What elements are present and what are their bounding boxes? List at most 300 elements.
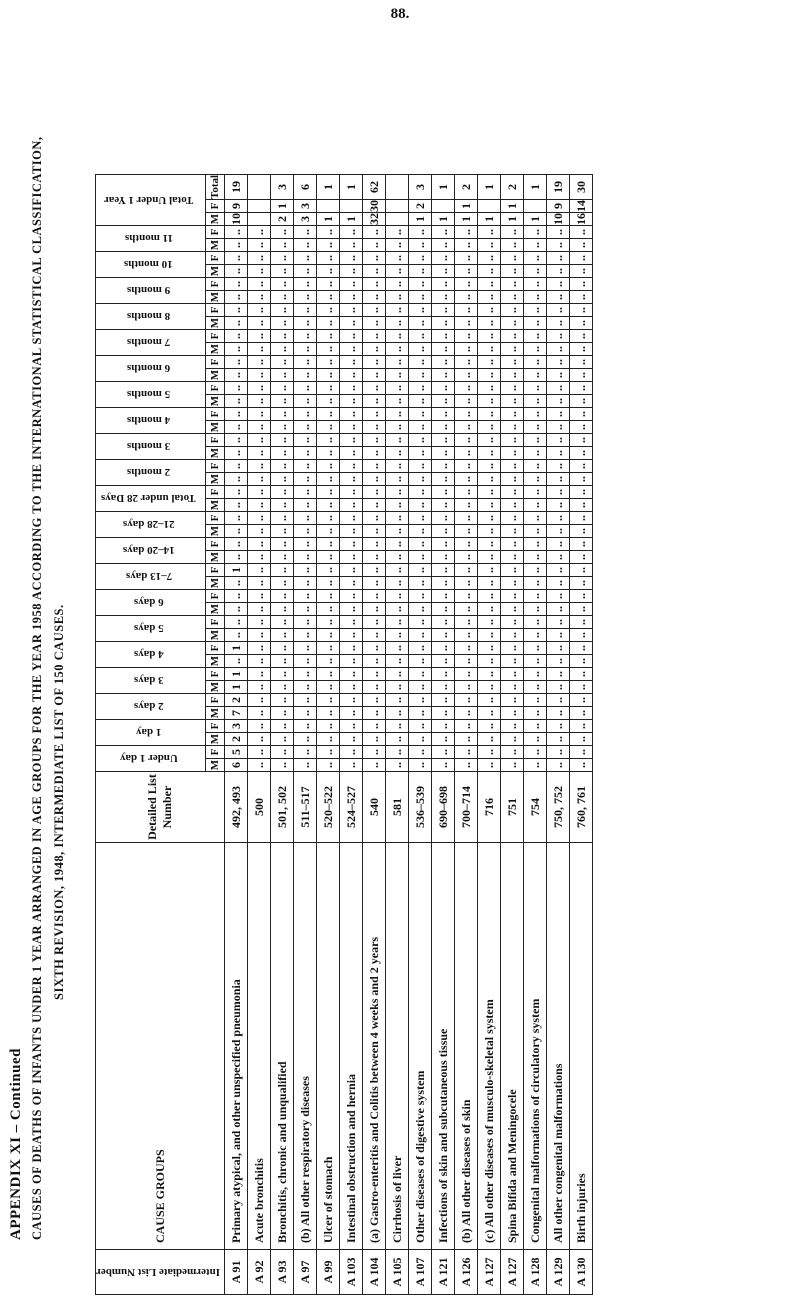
row-total-f: 1 bbox=[455, 200, 478, 213]
row-cause: Primary atypical, and other unspecified pneumonia bbox=[225, 843, 248, 1250]
header-age-7 bbox=[96, 564, 206, 590]
row-cell: .. bbox=[409, 226, 432, 239]
row-cell: .. bbox=[248, 538, 271, 551]
row-cell: .. bbox=[478, 395, 501, 408]
row-total: 1 bbox=[478, 174, 501, 199]
row-cell: .. bbox=[478, 642, 501, 655]
row-cell: .. bbox=[409, 473, 432, 486]
row-cell: .. bbox=[317, 304, 340, 317]
row-cell: .. bbox=[570, 564, 593, 577]
row-intermediate-number: A 91 bbox=[225, 1250, 248, 1295]
row-cell: .. bbox=[478, 746, 501, 759]
row-cell: .. bbox=[363, 707, 386, 720]
row-cell: .. bbox=[363, 421, 386, 434]
subheader-f: F bbox=[206, 200, 225, 213]
row-cell: .. bbox=[432, 759, 455, 772]
row-cell: .. bbox=[547, 668, 570, 681]
row-cell: .. bbox=[317, 720, 340, 733]
row-total-m: 10 bbox=[547, 213, 570, 226]
row-cell: .. bbox=[386, 499, 409, 512]
row-cell: .. bbox=[570, 759, 593, 772]
row-cell: .. bbox=[501, 681, 524, 694]
row-cell: .. bbox=[409, 330, 432, 343]
row-cell: .. bbox=[363, 681, 386, 694]
row-cell: .. bbox=[409, 278, 432, 291]
row-cell: .. bbox=[478, 408, 501, 421]
header-age-21 bbox=[96, 174, 206, 225]
row-cell: .. bbox=[432, 694, 455, 707]
row-cell: .. bbox=[386, 603, 409, 616]
row-cell: .. bbox=[455, 616, 478, 629]
row-cell: .. bbox=[524, 369, 547, 382]
row-cell: .. bbox=[317, 564, 340, 577]
row-cell: .. bbox=[478, 304, 501, 317]
row-cell: .. bbox=[340, 668, 363, 681]
row-cell: .. bbox=[317, 460, 340, 473]
row-cell: .. bbox=[409, 564, 432, 577]
row-cell: .. bbox=[363, 564, 386, 577]
row-cell: .. bbox=[271, 499, 294, 512]
row-cell: .. bbox=[363, 226, 386, 239]
row-cell: .. bbox=[386, 759, 409, 772]
subheader-f: F bbox=[206, 382, 225, 395]
row-total-m bbox=[248, 213, 271, 226]
row-cell: .. bbox=[340, 317, 363, 330]
row-cell: .. bbox=[432, 291, 455, 304]
row-cell: .. bbox=[363, 551, 386, 564]
row-cell: .. bbox=[317, 330, 340, 343]
row-total-m: 1 bbox=[524, 213, 547, 226]
row-cell: .. bbox=[271, 512, 294, 525]
row-cell: .. bbox=[271, 382, 294, 395]
row-cell: .. bbox=[248, 720, 271, 733]
row-cell: .. bbox=[432, 668, 455, 681]
row-cell: .. bbox=[432, 642, 455, 655]
row-cell: .. bbox=[547, 577, 570, 590]
row-total-m: 1 bbox=[478, 213, 501, 226]
row-total-f bbox=[340, 200, 363, 213]
subheader-m: M bbox=[206, 499, 225, 512]
row-cell: .. bbox=[524, 421, 547, 434]
row-cell: .. bbox=[501, 382, 524, 395]
row-intermediate-number: A 99 bbox=[317, 1250, 340, 1295]
row-cell: .. bbox=[248, 668, 271, 681]
row-cause: Infections of skin and subcutaneous tissue bbox=[432, 843, 455, 1250]
row-cell: .. bbox=[271, 590, 294, 603]
row-cell: .. bbox=[386, 395, 409, 408]
row-cause: Acute bronchitis bbox=[248, 843, 271, 1250]
row-cell: .. bbox=[363, 330, 386, 343]
row-cell: .. bbox=[570, 343, 593, 356]
row-cell: .. bbox=[294, 603, 317, 616]
subheader-f: F bbox=[206, 408, 225, 421]
row-cell: .. bbox=[524, 265, 547, 278]
row-cell: .. bbox=[570, 655, 593, 668]
row-cell: .. bbox=[317, 707, 340, 720]
row-cause: (c) All other diseases of musculo-skeletal system bbox=[478, 843, 501, 1250]
row-cell: .. bbox=[271, 252, 294, 265]
row-cell: .. bbox=[317, 291, 340, 304]
row-cell: .. bbox=[340, 603, 363, 616]
row-cell: .. bbox=[478, 239, 501, 252]
row-cell: .. bbox=[524, 629, 547, 642]
row-cell: .. bbox=[363, 603, 386, 616]
row-cell: .. bbox=[570, 590, 593, 603]
row-cell: .. bbox=[386, 694, 409, 707]
row-cell: .. bbox=[432, 356, 455, 369]
row-cell: .. bbox=[317, 616, 340, 629]
row-cell: 2 bbox=[225, 694, 248, 707]
row-cell: .. bbox=[294, 239, 317, 252]
row-cell: .. bbox=[547, 551, 570, 564]
row-cell: .. bbox=[455, 382, 478, 395]
row-cell: .. bbox=[524, 655, 547, 668]
row-cell: .. bbox=[432, 525, 455, 538]
row-cell: .. bbox=[524, 733, 547, 746]
row-cell: .. bbox=[225, 356, 248, 369]
row-cell: .. bbox=[409, 577, 432, 590]
row-cell: .. bbox=[547, 616, 570, 629]
row-cell: .. bbox=[294, 694, 317, 707]
header-age-label: 2 months bbox=[127, 466, 171, 479]
row-cell: .. bbox=[409, 434, 432, 447]
row-cell: .. bbox=[248, 499, 271, 512]
row-total-f bbox=[524, 200, 547, 213]
row-detailed-number: 754 bbox=[524, 772, 547, 843]
row-cell: .. bbox=[340, 343, 363, 356]
row-cell: .. bbox=[432, 252, 455, 265]
row-cell: .. bbox=[478, 733, 501, 746]
subheader-m: M bbox=[206, 395, 225, 408]
table-row bbox=[432, 174, 455, 1294]
row-cell: .. bbox=[363, 590, 386, 603]
row-cell: .. bbox=[271, 343, 294, 356]
header-age-16 bbox=[96, 330, 206, 356]
row-cell: .. bbox=[340, 473, 363, 486]
row-cell: .. bbox=[524, 577, 547, 590]
row-total-f bbox=[478, 200, 501, 213]
row-cell: .. bbox=[386, 369, 409, 382]
row-cell: .. bbox=[363, 733, 386, 746]
row-cell: .. bbox=[524, 395, 547, 408]
row-cell: .. bbox=[547, 369, 570, 382]
header-age-18 bbox=[96, 278, 206, 304]
row-cell: .. bbox=[294, 551, 317, 564]
row-cell: .. bbox=[340, 746, 363, 759]
header-age-12 bbox=[96, 434, 206, 460]
subheader-f: F bbox=[206, 564, 225, 577]
row-cell: .. bbox=[432, 499, 455, 512]
row-cell: .. bbox=[363, 538, 386, 551]
row-cell: .. bbox=[524, 551, 547, 564]
header-age-11 bbox=[96, 460, 206, 486]
row-cell: 3 bbox=[225, 720, 248, 733]
table-row bbox=[363, 174, 386, 1294]
row-cell: .. bbox=[455, 356, 478, 369]
row-cell: .. bbox=[386, 590, 409, 603]
row-cell: .. bbox=[478, 681, 501, 694]
row-cell: .. bbox=[501, 629, 524, 642]
row-cell: .. bbox=[248, 317, 271, 330]
row-cell: .. bbox=[524, 434, 547, 447]
subheader-f: F bbox=[206, 226, 225, 239]
row-cell: .. bbox=[225, 538, 248, 551]
row-cell: .. bbox=[455, 343, 478, 356]
row-cell: .. bbox=[386, 330, 409, 343]
row-cell: .. bbox=[524, 512, 547, 525]
row-total: 1 bbox=[317, 174, 340, 199]
row-cell: .. bbox=[271, 447, 294, 460]
row-cell: .. bbox=[248, 590, 271, 603]
row-total-m: 1 bbox=[409, 213, 432, 226]
row-cell: .. bbox=[478, 616, 501, 629]
row-cell: .. bbox=[501, 265, 524, 278]
row-cell: .. bbox=[248, 265, 271, 278]
subheader-m: M bbox=[206, 369, 225, 382]
row-cell: .. bbox=[225, 408, 248, 421]
row-cell: .. bbox=[501, 226, 524, 239]
row-cell: .. bbox=[340, 447, 363, 460]
row-cell: .. bbox=[455, 395, 478, 408]
header-detailed: Detailed List Number bbox=[96, 772, 225, 843]
row-cell: .. bbox=[409, 291, 432, 304]
row-cell: .. bbox=[501, 720, 524, 733]
row-cell: .. bbox=[455, 603, 478, 616]
row-cell: .. bbox=[478, 382, 501, 395]
row-cell: .. bbox=[432, 603, 455, 616]
row-cell: .. bbox=[363, 668, 386, 681]
row-cell: .. bbox=[294, 616, 317, 629]
row-cell: .. bbox=[524, 356, 547, 369]
row-cell: .. bbox=[317, 382, 340, 395]
row-cell: .. bbox=[340, 382, 363, 395]
row-cell: .. bbox=[386, 512, 409, 525]
table-body bbox=[225, 174, 593, 1294]
row-cell: .. bbox=[432, 304, 455, 317]
row-cell: .. bbox=[570, 538, 593, 551]
row-cell: 1 bbox=[225, 668, 248, 681]
row-cell: .. bbox=[478, 512, 501, 525]
row-cell: .. bbox=[524, 499, 547, 512]
row-cell: .. bbox=[225, 512, 248, 525]
subheader-m: M bbox=[206, 317, 225, 330]
row-cell: .. bbox=[524, 590, 547, 603]
row-cell: .. bbox=[570, 551, 593, 564]
row-cell: .. bbox=[271, 551, 294, 564]
row-cell: .. bbox=[225, 551, 248, 564]
row-cell: 6 bbox=[225, 759, 248, 772]
row-cell: .. bbox=[455, 629, 478, 642]
row-cell: .. bbox=[478, 226, 501, 239]
row-cell: .. bbox=[340, 265, 363, 278]
row-cell: .. bbox=[501, 473, 524, 486]
row-cell: .. bbox=[409, 408, 432, 421]
row-cause: Birth injuries bbox=[570, 843, 593, 1250]
row-cell: .. bbox=[570, 239, 593, 252]
row-total-f: 9 bbox=[547, 200, 570, 213]
row-cell: .. bbox=[409, 460, 432, 473]
table-title: CAUSES OF DEATHS OF INFANTS UNDER 1 YEAR ARRANGED IN AGE GROUPS FOR THE YEAR 1958 ACCORDING TO THE INTERNATIONAL STATISTICAL CLASSIFICATION, bbox=[30, 136, 44, 1240]
row-cell: .. bbox=[455, 668, 478, 681]
row-cell: .. bbox=[455, 590, 478, 603]
row-cell: .. bbox=[570, 369, 593, 382]
row-cell: .. bbox=[501, 707, 524, 720]
subheader-f: F bbox=[206, 746, 225, 759]
row-total: 62 bbox=[363, 174, 386, 199]
row-cell: .. bbox=[317, 343, 340, 356]
row-cell: .. bbox=[386, 564, 409, 577]
row-cell: .. bbox=[455, 538, 478, 551]
row-total: 3 bbox=[409, 174, 432, 199]
row-cell: .. bbox=[432, 265, 455, 278]
row-cell: .. bbox=[317, 668, 340, 681]
row-cell: .. bbox=[478, 499, 501, 512]
header-age-14 bbox=[96, 382, 206, 408]
row-cell: .. bbox=[432, 343, 455, 356]
row-total: 6 bbox=[294, 174, 317, 199]
row-cell: .. bbox=[455, 460, 478, 473]
row-cell: .. bbox=[432, 616, 455, 629]
row-cell: .. bbox=[386, 720, 409, 733]
row-cell: .. bbox=[432, 590, 455, 603]
row-cell: .. bbox=[409, 499, 432, 512]
subheader-f: F bbox=[206, 642, 225, 655]
row-cell: .. bbox=[386, 577, 409, 590]
row-cell: .. bbox=[501, 304, 524, 317]
row-cell: .. bbox=[547, 330, 570, 343]
row-cell: .. bbox=[317, 694, 340, 707]
row-cell: .. bbox=[386, 733, 409, 746]
row-cell: .. bbox=[409, 603, 432, 616]
row-cell: .. bbox=[524, 603, 547, 616]
row-detailed-number: 750, 752 bbox=[547, 772, 570, 843]
row-cell: .. bbox=[547, 460, 570, 473]
row-cell: .. bbox=[294, 473, 317, 486]
row-cell: .. bbox=[271, 434, 294, 447]
row-cell: .. bbox=[570, 499, 593, 512]
row-cell: .. bbox=[455, 291, 478, 304]
row-cell: .. bbox=[340, 460, 363, 473]
row-total-f: 3 bbox=[294, 200, 317, 213]
row-cell: .. bbox=[455, 486, 478, 499]
row-cell: .. bbox=[570, 382, 593, 395]
row-intermediate-number: A 104 bbox=[363, 1250, 386, 1295]
row-total-f: 14 bbox=[570, 200, 593, 213]
row-cell: 2 bbox=[225, 733, 248, 746]
row-cell: .. bbox=[432, 278, 455, 291]
row-cell: .. bbox=[386, 421, 409, 434]
row-cell: .. bbox=[524, 707, 547, 720]
header-age-label: Under 1 day bbox=[119, 752, 178, 765]
subheader-f: F bbox=[206, 590, 225, 603]
header-age-2 bbox=[96, 694, 206, 720]
subheader-f: F bbox=[206, 434, 225, 447]
row-cell: .. bbox=[409, 421, 432, 434]
row-cell: .. bbox=[317, 499, 340, 512]
row-cell: .. bbox=[271, 460, 294, 473]
row-cell: .. bbox=[294, 486, 317, 499]
row-cell: .. bbox=[294, 408, 317, 421]
row-intermediate-number: A 126 bbox=[455, 1250, 478, 1295]
row-cell: .. bbox=[432, 538, 455, 551]
row-cell: .. bbox=[340, 356, 363, 369]
row-cell: .. bbox=[225, 421, 248, 434]
row-cell: .. bbox=[271, 564, 294, 577]
subheader-f: F bbox=[206, 486, 225, 499]
row-cell: .. bbox=[501, 616, 524, 629]
row-detailed-number: 492, 493 bbox=[225, 772, 248, 843]
row-cell: .. bbox=[294, 434, 317, 447]
row-total-m: 10 bbox=[225, 213, 248, 226]
subheader-f: F bbox=[206, 616, 225, 629]
row-cell: .. bbox=[363, 655, 386, 668]
row-cell: .. bbox=[363, 512, 386, 525]
row-cell: .. bbox=[432, 551, 455, 564]
row-cell: .. bbox=[317, 681, 340, 694]
row-total-m: 3 bbox=[294, 213, 317, 226]
subheader-f: F bbox=[206, 512, 225, 525]
row-cell: .. bbox=[294, 642, 317, 655]
row-cell: .. bbox=[455, 577, 478, 590]
row-cell: .. bbox=[248, 551, 271, 564]
row-cell: .. bbox=[432, 733, 455, 746]
row-total-f bbox=[248, 200, 271, 213]
row-cell: .. bbox=[340, 304, 363, 317]
row-cell: .. bbox=[501, 694, 524, 707]
row-cell: .. bbox=[317, 642, 340, 655]
row-cell: .. bbox=[363, 317, 386, 330]
header-age-label: 5 days bbox=[133, 622, 164, 635]
row-cell: .. bbox=[524, 343, 547, 356]
row-cell: .. bbox=[363, 473, 386, 486]
row-cell: .. bbox=[570, 720, 593, 733]
header-age-label: 6 months bbox=[127, 362, 171, 375]
row-cell: .. bbox=[570, 252, 593, 265]
row-cell: .. bbox=[317, 421, 340, 434]
subheader-m: M bbox=[206, 525, 225, 538]
table-row bbox=[547, 174, 570, 1294]
row-cell: .. bbox=[317, 356, 340, 369]
row-cell: .. bbox=[294, 668, 317, 681]
row-detailed-number: 760, 761 bbox=[570, 772, 593, 843]
row-cell: .. bbox=[570, 681, 593, 694]
row-cell: .. bbox=[271, 681, 294, 694]
row-cell: .. bbox=[271, 746, 294, 759]
row-cell: .. bbox=[409, 681, 432, 694]
row-cell: .. bbox=[340, 239, 363, 252]
row-total: 2 bbox=[501, 174, 524, 199]
table-row bbox=[340, 174, 363, 1294]
row-cell: .. bbox=[570, 694, 593, 707]
row-cell: .. bbox=[409, 655, 432, 668]
row-cell: .. bbox=[478, 317, 501, 330]
row-cell: .. bbox=[524, 538, 547, 551]
row-cell: .. bbox=[455, 655, 478, 668]
row-intermediate-number: A 107 bbox=[409, 1250, 432, 1295]
row-cell: .. bbox=[317, 226, 340, 239]
row-detailed-number: 511–517 bbox=[294, 772, 317, 843]
row-cell: .. bbox=[478, 668, 501, 681]
row-cell: .. bbox=[501, 642, 524, 655]
row-cell: .. bbox=[524, 473, 547, 486]
row-cell: .. bbox=[478, 460, 501, 473]
row-cell: .. bbox=[570, 577, 593, 590]
row-cell: .. bbox=[524, 252, 547, 265]
subheader-f: F bbox=[206, 538, 225, 551]
row-cell: .. bbox=[386, 460, 409, 473]
row-cause: Cirrhosis of liver bbox=[386, 843, 409, 1250]
subheader-m: M bbox=[206, 447, 225, 460]
